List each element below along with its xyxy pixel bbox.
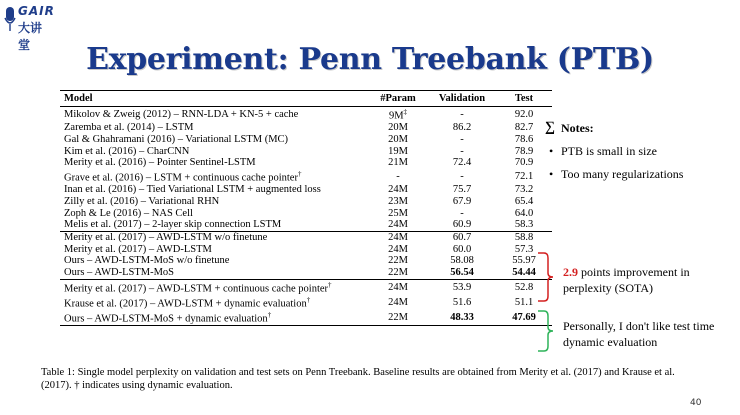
cell-model <box>60 169 368 184</box>
cell-validation <box>428 196 496 208</box>
cell-model-text: Zilly et al. (2016) – Variational RHN <box>64 195 220 207</box>
cell-param-text: 24M <box>388 219 408 231</box>
cell-param <box>368 169 428 184</box>
results-table <box>60 90 552 326</box>
cell-validation <box>428 295 496 310</box>
cell-param <box>368 219 428 231</box>
cell-model <box>60 255 368 267</box>
cell-test <box>496 208 552 220</box>
cell-model-text: Ours – AWD-LSTM-MoS w/o finetune <box>64 255 230 267</box>
cell-model-text: Ours – AWD-LSTM-MoS <box>64 267 174 279</box>
cell-validation <box>428 232 496 244</box>
cell-validation <box>428 310 496 326</box>
cell-model-text: Gal & Ghahramani (2016) – Variational LSTM (MC) <box>64 133 289 145</box>
cell-validation-text: 53.9 <box>452 281 472 293</box>
cell-test-text: 54.44 <box>512 267 536 279</box>
notes-item: • Too many regularizations <box>561 167 683 182</box>
logo-text-gair: GAIR <box>18 4 55 18</box>
cell-param <box>368 146 428 158</box>
cell-param-text: 23M <box>388 195 408 207</box>
cell-model-text: Merity et al. (2017) – AWD-LSTM w/o finetune <box>64 232 268 244</box>
cell-param-text: 22M <box>388 312 408 323</box>
cell-model <box>60 208 368 220</box>
cell-param-text: 19M <box>388 145 408 157</box>
cell-test-text: 92.0 <box>514 108 534 120</box>
cell-validation <box>428 157 496 169</box>
cell-test <box>496 219 552 231</box>
cell-param <box>368 310 428 326</box>
table-header-row <box>60 91 552 107</box>
cell-validation <box>428 169 496 184</box>
cell-test <box>496 157 552 169</box>
cell-model-text: Merity et al. (2017) – AWD-LSTM <box>64 243 212 255</box>
header-model: Model <box>60 91 368 107</box>
cell-param <box>368 122 428 134</box>
cell-validation-text: 60.0 <box>452 243 472 255</box>
cell-model <box>60 219 368 231</box>
cell-param-text: - <box>396 170 400 182</box>
table-row <box>60 279 552 295</box>
cell-test <box>496 184 552 196</box>
cell-param <box>368 107 428 123</box>
cell-model-text: Mikolov & Zweig (2012) – RNN-LDA + KN-5 + cache <box>64 108 299 120</box>
cell-model <box>60 146 368 158</box>
cell-param <box>368 196 428 208</box>
cell-validation <box>428 279 496 295</box>
cell-model <box>60 267 368 279</box>
cell-test-text: 70.9 <box>514 157 534 169</box>
table-row <box>60 267 552 279</box>
cell-param <box>368 279 428 295</box>
table-row <box>60 196 552 208</box>
cell-validation-text: 86.2 <box>452 122 472 134</box>
cell-model-text: Krause et al. (2017) – AWD-LSTM + dynamic evaluation <box>64 298 307 310</box>
cell-param-text: 22M <box>388 267 408 279</box>
cell-param-text: 24M <box>388 296 408 308</box>
header-test: Test <box>496 91 552 107</box>
improvement-text: points improvement in perplexity (SOTA) <box>563 265 690 295</box>
cell-validation <box>428 244 496 256</box>
cell-test-text: 58.8 <box>514 232 534 244</box>
cell-validation <box>428 122 496 134</box>
cell-param-text: 24M <box>388 184 408 196</box>
superscript-mark: † <box>267 311 272 320</box>
cell-test-text: 47.69 <box>512 312 536 323</box>
table-row <box>60 107 552 123</box>
cell-model <box>60 196 368 208</box>
cell-param <box>368 267 428 279</box>
cell-test <box>496 122 552 134</box>
cell-test <box>496 134 552 146</box>
cell-param-text: 24M <box>388 232 408 244</box>
cell-model-text: Merity et al. (2016) – Pointer Sentinel-LSTM <box>64 157 256 169</box>
gair-logo <box>4 4 55 52</box>
cell-validation-text: 60.9 <box>452 219 472 231</box>
cell-validation-text: 51.6 <box>452 296 472 308</box>
cell-model <box>60 244 368 256</box>
cell-param-text: 24M <box>388 281 408 293</box>
cell-param <box>368 255 428 267</box>
table-row <box>60 255 552 267</box>
cell-validation-text: 60.7 <box>452 232 472 244</box>
microphone-logo-icon <box>4 6 16 34</box>
cell-param <box>368 295 428 310</box>
dynamic-eval-note: Personally, I don't like test time dynamic evaluation <box>563 319 715 349</box>
cell-model <box>60 134 368 146</box>
superscript-mark: ‡ <box>403 108 408 116</box>
notes-item: • PTB is small in size <box>561 144 683 159</box>
cell-validation-text: 56.54 <box>450 267 474 279</box>
cell-validation-text: - <box>460 170 464 182</box>
notes-panel <box>545 120 683 190</box>
cell-test <box>496 107 552 123</box>
cell-validation <box>428 146 496 158</box>
cell-model-text: Melis et al. (2017) – 2-layer skip connection LSTM <box>64 219 282 231</box>
cell-model-text: Zaremba et al. (2014) – LSTM <box>64 122 194 134</box>
cell-validation-text: 72.4 <box>452 157 472 169</box>
table-row <box>60 134 552 146</box>
cell-test-text: 82.7 <box>514 122 534 134</box>
cell-test-text: 73.2 <box>514 184 534 196</box>
cell-test <box>496 146 552 158</box>
cell-test-text: 65.4 <box>514 195 534 207</box>
cell-test-text: 72.1 <box>514 170 534 182</box>
table-row <box>60 208 552 220</box>
cell-test-text: 78.9 <box>514 145 534 157</box>
cell-test-text: 58.3 <box>514 219 534 231</box>
header-param: #Param <box>368 91 428 107</box>
cell-model <box>60 232 368 244</box>
cell-model <box>60 310 368 326</box>
cell-model-text: Zoph & Le (2016) – NAS Cell <box>64 207 193 219</box>
cell-model <box>60 157 368 169</box>
cell-validation-text: - <box>460 207 464 219</box>
cell-param <box>368 208 428 220</box>
cell-validation-text: - <box>460 133 464 145</box>
cell-validation-text: 75.7 <box>452 184 472 196</box>
cell-param-text: 20M <box>388 133 408 145</box>
table-row <box>60 219 552 231</box>
slide-title: Experiment: Penn Treebank (PTB) <box>86 42 654 77</box>
cell-model-text: Merity et al. (2017) – AWD-LSTM + continuous cache pointer <box>64 283 329 295</box>
superscript-mark: † <box>306 296 311 305</box>
cell-param-text: 9M <box>388 110 404 122</box>
cell-validation-text: 48.33 <box>450 312 474 323</box>
table-row <box>60 310 552 326</box>
table-row <box>60 146 552 158</box>
cell-param <box>368 184 428 196</box>
cell-test <box>496 196 552 208</box>
cell-validation-text: 58.08 <box>450 255 474 267</box>
cell-validation <box>428 184 496 196</box>
table-row <box>60 244 552 256</box>
notes-heading: Notes: <box>560 120 594 135</box>
improvement-note <box>563 264 735 296</box>
table-row <box>60 157 552 169</box>
table-row <box>60 295 552 310</box>
cell-param <box>368 244 428 256</box>
sigma-icon: ∑ <box>545 120 555 135</box>
cell-test-text: 55.97 <box>512 255 536 267</box>
cell-model <box>60 279 368 295</box>
superscript-mark: † <box>328 280 332 289</box>
cell-validation <box>428 219 496 231</box>
table-caption: Table 1: Single model perplexity on validation and test sets on Penn Treebank. Baseline results are obtained from Merity et al. (2017) and Krause et al. (2017). † indicates using dynamic evaluation. <box>41 367 675 391</box>
cell-param-text: 24M <box>388 243 408 255</box>
cell-param <box>368 157 428 169</box>
header-validation: Validation <box>428 91 496 107</box>
cell-validation <box>428 208 496 220</box>
green-bracket <box>536 310 556 352</box>
page-number: 40 <box>690 398 702 408</box>
cell-test-text: 64.0 <box>514 207 534 219</box>
cell-model-text: Kim et al. (2016) – CharCNN <box>64 145 190 157</box>
cell-validation-text: 67.9 <box>452 195 472 207</box>
cell-validation-text: - <box>460 145 464 157</box>
table-row <box>60 184 552 196</box>
cell-model-text: Ours – AWD-LSTM-MoS + dynamic evaluation <box>64 313 268 325</box>
cell-param-text: 22M <box>388 255 408 267</box>
superscript-mark: † <box>297 170 302 179</box>
cell-test <box>496 232 552 244</box>
cell-test-text: 52.8 <box>514 281 534 293</box>
cell-test <box>496 169 552 184</box>
cell-validation <box>428 267 496 279</box>
cell-param <box>368 232 428 244</box>
cell-validation <box>428 255 496 267</box>
cell-model <box>60 122 368 134</box>
cell-model-text: Grave et al. (2016) – LSTM + continuous cache pointer <box>64 172 298 184</box>
cell-validation <box>428 134 496 146</box>
cell-param-text: 21M <box>388 157 408 169</box>
table-row <box>60 122 552 134</box>
cell-test-text: 51.1 <box>514 296 534 308</box>
red-bracket <box>536 252 556 302</box>
cell-param-text: 25M <box>388 207 408 219</box>
cell-model-text: Inan et al. (2016) – Tied Variational LSTM + augmented loss <box>64 184 321 196</box>
improvement-value: 2.9 <box>563 265 578 279</box>
cell-validation <box>428 107 496 123</box>
cell-model <box>60 295 368 310</box>
cell-param-text: 20M <box>388 122 408 134</box>
cell-test-text: 57.3 <box>514 243 534 255</box>
cell-validation-text: - <box>460 108 464 120</box>
cell-test-text: 78.6 <box>514 133 534 145</box>
cell-param <box>368 134 428 146</box>
cell-model <box>60 107 368 123</box>
cell-model <box>60 184 368 196</box>
table-row <box>60 232 552 244</box>
logo-text-cn: 大讲堂 <box>18 21 43 52</box>
table-row <box>60 169 552 184</box>
